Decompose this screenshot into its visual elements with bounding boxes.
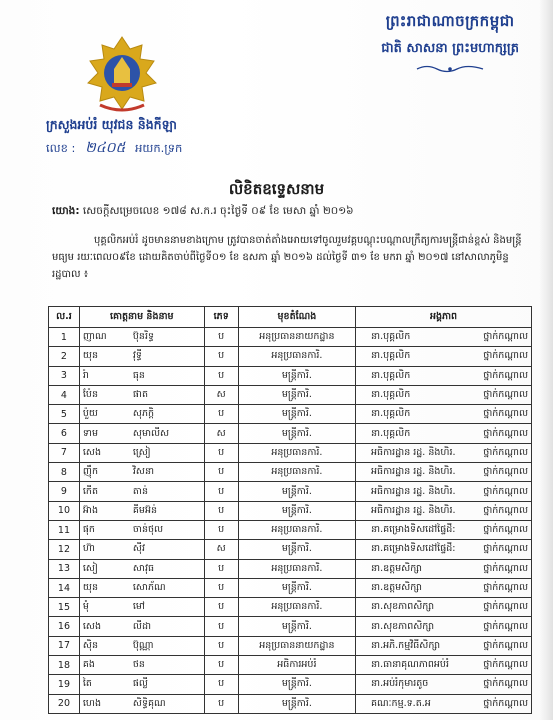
unit-name: នា.បុគ្គលិក (371, 389, 411, 401)
row-number: 12 (49, 540, 80, 559)
national-motto: ជាតិ សាសនា ព្រះមហាក្សត្រ (381, 41, 519, 56)
unit-level: ថ្នាក់កណ្តាល (483, 331, 528, 343)
staff-surname: សៀ (82, 562, 98, 574)
staff-surname: ប៉ែន (82, 389, 98, 401)
table-row (49, 636, 532, 655)
unit-name: នា.គម្រោងទិសដៅផ្ទៃដី: (371, 524, 456, 536)
unit-name: នា.ឧត្តមសិក្សា (371, 582, 422, 593)
staff-position: មន្ត្រីការិ. (238, 540, 355, 559)
staff-position: អនុប្រធាននាយកដ្ឋាន (238, 328, 355, 347)
staff-surname: គង (82, 659, 95, 671)
unit-level: ថ្នាក់កណ្តាល (483, 446, 528, 458)
subject-label: យោង: (52, 205, 80, 217)
staff-sex: ប (204, 636, 238, 655)
staff-position: អនុប្រធានការិ. (238, 520, 355, 539)
kingdom-header (381, 12, 519, 78)
staff-surname: ហេង (82, 697, 101, 709)
flourish-ornament (415, 64, 485, 74)
unit-level: ថ្នាក់កណ្តាល (483, 466, 528, 478)
staff-given-name: វុទ្ធី (132, 350, 142, 362)
staff-name (79, 598, 204, 617)
unit-name: នា.បុគ្គលិក (371, 427, 411, 439)
staff-surname: ញាណ (82, 331, 107, 343)
table-row (49, 463, 532, 482)
table-row (49, 385, 532, 404)
unit-level: ថ្នាក់កណ្តាល (483, 678, 528, 690)
staff-given-name: ប៊ុណ្ណា (132, 639, 154, 651)
staff-surname: យុន (82, 582, 98, 593)
staff-position: មន្ត្រីការិ. (238, 578, 355, 597)
table-row (49, 578, 532, 597)
staff-sex: ប (204, 617, 238, 636)
staff-unit (356, 559, 532, 578)
unit-level: ថ្នាក់កណ្តាល (483, 543, 528, 555)
unit-name: នា.បុគ្គលិក (371, 331, 411, 343)
page-edge-shadow (539, 0, 553, 720)
staff-position: មន្ត្រីការិ. (238, 617, 355, 636)
staff-unit (356, 443, 532, 462)
row-number: 8 (49, 463, 80, 482)
table-header-row (49, 307, 532, 328)
unit-level: ថ្នាក់កណ្តាល (483, 582, 528, 593)
row-number: 14 (49, 578, 80, 597)
staff-position: មន្ត្រីការិ. (238, 675, 355, 694)
table-row (49, 675, 532, 694)
staff-name (79, 501, 204, 520)
unit-name: នា.ឧត្តមសិក្សា (371, 562, 422, 574)
header-number: ល.រ (49, 307, 80, 328)
staff-name (79, 482, 204, 501)
staff-unit (356, 675, 532, 694)
staff-unit (356, 347, 532, 366)
row-number: 5 (49, 405, 80, 424)
staff-sex: ប (204, 598, 238, 617)
staff-sex: ប (204, 366, 238, 385)
staff-unit (356, 366, 532, 385)
unit-name: នា.ធានាគុណភាពអប់រំ (371, 659, 449, 671)
staff-position: មន្ត្រីការិ. (238, 694, 355, 713)
unit-name: នា.បុគ្គលិក (371, 350, 411, 362)
staff-sex: ប (204, 694, 238, 713)
unit-level: ថ្នាក់កណ្តាល (483, 408, 528, 420)
staff-surname: ផុក (82, 524, 95, 536)
staff-name (79, 675, 204, 694)
staff-given-name: ផាត (132, 389, 148, 401)
row-number: 1 (49, 328, 80, 347)
staff-unit (356, 424, 532, 443)
unit-name: អធិការដ្ឋាន រដ្ឋ. និងហិរ. (371, 485, 456, 497)
staff-given-name: តាន់ (132, 485, 148, 497)
staff-position: អនុប្រធានការិ. (238, 463, 355, 482)
staff-unit (356, 656, 532, 675)
staff-name (79, 578, 204, 597)
unit-level: ថ្នាក់កណ្តាល (483, 562, 528, 574)
staff-given-name: សុមាលីស (132, 427, 170, 439)
row-number: 15 (49, 598, 80, 617)
staff-position: អនុប្រធានការិ. (238, 598, 355, 617)
staff-position: មន្ត្រីការិ. (238, 424, 355, 443)
staff-sex: ប (204, 675, 238, 694)
staff-table (48, 306, 532, 714)
staff-given-name: ចាន់ថុល (132, 524, 164, 536)
table-row (49, 540, 532, 559)
staff-name (79, 636, 204, 655)
staff-name (79, 656, 204, 675)
unit-level: ថ្នាក់កណ្តាល (483, 659, 528, 671)
unit-level: ថ្នាក់កណ្តាល (483, 350, 528, 362)
staff-name (79, 385, 204, 404)
header-name: គោត្តនាម និងនាម (79, 307, 204, 328)
staff-surname: មុំ (82, 601, 89, 613)
staff-surname: សេង (82, 446, 101, 458)
header-unit: អង្គភាព (356, 307, 532, 328)
staff-given-name: សាវុធ (132, 562, 155, 574)
staff-sex: ប (204, 443, 238, 462)
staff-unit (356, 482, 532, 501)
staff-sex: ស (204, 540, 238, 559)
staff-surname: ញ៉ឹក (82, 466, 98, 478)
table-row (49, 328, 532, 347)
staff-position: មន្ត្រីការិ. (238, 405, 355, 424)
staff-sex: ប (204, 482, 238, 501)
staff-unit (356, 578, 532, 597)
ministry-name: ក្រសួងអប់រំ យុវជន និងកីឡា (46, 117, 177, 132)
unit-level: ថ្នាក់កណ្តាល (483, 504, 528, 516)
table-row (49, 366, 532, 385)
staff-name (79, 328, 204, 347)
staff-unit (356, 405, 532, 424)
staff-given-name: សោភ័ណ (132, 582, 166, 593)
table-row (49, 656, 532, 675)
staff-given-name: ធុន (132, 369, 145, 381)
staff-unit (356, 617, 532, 636)
table-row (49, 598, 532, 617)
staff-unit (356, 694, 532, 713)
staff-name (79, 559, 204, 578)
unit-level: ថ្នាក់កណ្តាល (483, 601, 528, 613)
unit-name: អធិការដ្ឋាន រដ្ឋ. និងហិរ. (371, 504, 456, 516)
staff-name (79, 443, 204, 462)
staff-given-name: ប៊ុនរិទ្ធ (132, 331, 155, 343)
unit-name: នា.បុគ្គលិក (371, 408, 411, 420)
unit-level: ថ្នាក់កណ្តាល (483, 620, 528, 632)
staff-surname: ស៊ិន (82, 639, 98, 651)
row-number: 3 (49, 366, 80, 385)
body-paragraph: បុគ្គលិកអប់រំ ដូចមាននាមខាងក្រោម ត្រូវបានចាត់តាំងអោយទៅចូលរួមវគ្គបណ្តុះបណ្តាលក្រឹត្យការមន្ត្រីជាន់ខ្ពស់ និងមន្ត្រីមធ្យម រយៈពេល០៩ខែ ដោយគិតចាប់ពីថ្ងៃទី០១ ខែ ឧសភា ឆ្នាំ ២០១៦ ដល់ថ្ងៃទី ៣១ ខែ មករា ឆ្នាំ ២០១៧ នៅសាលាភូមិន្ទរដ្ឋបាល ៖ (52, 235, 522, 280)
unit-level: ថ្នាក់កណ្តាល (483, 639, 528, 651)
staff-surname: ហ៊ា (82, 543, 95, 555)
staff-name (79, 366, 204, 385)
staff-position: អនុប្រធានការិ. (238, 443, 355, 462)
unit-level: ថ្នាក់កណ្តាល (483, 524, 528, 536)
staff-given-name: ផល្លី (132, 678, 148, 690)
staff-given-name: មៅ (132, 601, 145, 613)
unit-name: នា.សុខភាពសិក្សា (371, 601, 435, 613)
row-number: 9 (49, 482, 80, 501)
staff-given-name: លីដា (132, 620, 151, 632)
staff-surname: សេង (82, 620, 101, 632)
table-row (49, 347, 532, 366)
staff-surname: ប៉ួយ (82, 408, 98, 420)
table-row (49, 520, 532, 539)
header-position: មុខតំណែង (238, 307, 355, 328)
staff-position: អនុប្រធានការិ. (238, 559, 355, 578)
staff-position: មន្ត្រីការិ. (238, 366, 355, 385)
staff-sex: ប (204, 501, 238, 520)
row-number: 19 (49, 675, 80, 694)
staff-position: មន្ត្រីការិ. (238, 501, 355, 520)
table-row (49, 501, 532, 520)
staff-unit (356, 463, 532, 482)
staff-given-name: ស៊ីវ (132, 543, 145, 555)
unit-name: នា.បុគ្គលិក (371, 369, 411, 381)
reference-suffix: អយក.ទ្រក (135, 141, 183, 155)
staff-unit (356, 598, 532, 617)
unit-level: ថ្នាក់កណ្តាល (483, 427, 528, 439)
reference-line (46, 138, 182, 159)
table-row (49, 482, 532, 501)
staff-given-name: វិសនា (132, 466, 155, 478)
subject-line (52, 205, 354, 220)
staff-sex: ប (204, 656, 238, 675)
staff-sex: ប (204, 559, 238, 578)
unit-name: គណៈកម្ម.ទ.ត.អ (371, 697, 431, 709)
row-number: 13 (49, 559, 80, 578)
staff-name (79, 540, 204, 559)
unit-name: អធិការដ្ឋាន រដ្ឋ. និងហិរ. (371, 446, 456, 458)
unit-name: នា.អប់រំកុមារតូច (371, 678, 429, 690)
staff-sex: ស (204, 424, 238, 443)
table-row (49, 405, 532, 424)
subject-text: សេចក្តីសម្រេចលេខ ១៧៨ ស.ក.រ ចុះថ្ងៃទី ០៩ ខែ មេសា ឆ្នាំ ២០១៦ (82, 205, 354, 217)
staff-surname: កើត (82, 485, 98, 497)
staff-position: អនុប្រធាននាយកដ្ឋាន (238, 636, 355, 655)
table-row (49, 617, 532, 636)
staff-sex: ប (204, 578, 238, 597)
row-number: 4 (49, 385, 80, 404)
table-row (49, 694, 532, 713)
staff-unit (356, 636, 532, 655)
kingdom-title: ព្រះរាជាណាចក្រកម្ពុជា (385, 12, 515, 30)
unit-name: អធិការដ្ឋាន រដ្ឋ. និងហិរ. (371, 466, 456, 478)
staff-sex: ប (204, 347, 238, 366)
row-number: 17 (49, 636, 80, 655)
staff-surname: ទាម (82, 427, 98, 439)
row-number: 6 (49, 424, 80, 443)
staff-surname: អ៊ាង (82, 504, 98, 516)
row-number: 7 (49, 443, 80, 462)
ministry-emblem-icon (84, 35, 160, 115)
document-title: លិខិតឧទ្ទេសនាម (228, 180, 325, 198)
staff-position: អធិការអប់រំ (238, 656, 355, 675)
staff-unit (356, 540, 532, 559)
row-number: 18 (49, 656, 80, 675)
staff-given-name: សុភក្តិ (132, 408, 155, 420)
unit-name: នា.សុខភាពសិក្សា (371, 620, 435, 632)
staff-position: មន្ត្រីការិ. (238, 385, 355, 404)
staff-sex: ស (204, 385, 238, 404)
unit-level: ថ្នាក់កណ្តាល (483, 697, 528, 709)
staff-position: មន្ត្រីការិ. (238, 482, 355, 501)
staff-surname: រ៉ា (82, 369, 89, 381)
staff-surname: តៃ (82, 678, 92, 690)
row-number: 16 (49, 617, 80, 636)
staff-sex: ប (204, 328, 238, 347)
staff-name (79, 347, 204, 366)
reference-number: ២៤០៥ (85, 140, 126, 156)
staff-position: អនុប្រធានការិ. (238, 347, 355, 366)
unit-name: នា.គម្រោងទិសដៅផ្ទៃដី: (371, 543, 456, 555)
staff-name (79, 694, 204, 713)
staff-unit (356, 328, 532, 347)
staff-given-name: ថន (132, 659, 145, 671)
unit-name: នា.អភិ.កម្មវិធីសិក្សា (371, 639, 441, 651)
staff-sex: ប (204, 520, 238, 539)
table-row (49, 443, 532, 462)
staff-name (79, 463, 204, 482)
staff-surname: យុន (82, 350, 98, 362)
staff-given-name: សិទ្ធិគុណ (132, 697, 166, 709)
staff-sex: ប (204, 463, 238, 482)
staff-sex: ប (204, 405, 238, 424)
table-row (49, 559, 532, 578)
staff-unit (356, 385, 532, 404)
staff-unit (356, 501, 532, 520)
header-sex: ភេទ (204, 307, 238, 328)
staff-name (79, 424, 204, 443)
reference-label: លេខ : (46, 141, 76, 155)
staff-given-name: ស្រៀ (132, 446, 151, 458)
unit-level: ថ្នាក់កណ្តាល (483, 369, 528, 381)
staff-given-name: គីមអ៊ន់ (132, 504, 158, 516)
table-row (49, 424, 532, 443)
staff-name (79, 520, 204, 539)
staff-unit (356, 520, 532, 539)
unit-level: ថ្នាក់កណ្តាល (483, 485, 528, 497)
row-number: 10 (49, 501, 80, 520)
row-number: 11 (49, 520, 80, 539)
row-number: 20 (49, 694, 80, 713)
staff-name (79, 405, 204, 424)
staff-name (79, 617, 204, 636)
row-number: 2 (49, 347, 80, 366)
unit-level: ថ្នាក់កណ្តាល (483, 389, 528, 401)
